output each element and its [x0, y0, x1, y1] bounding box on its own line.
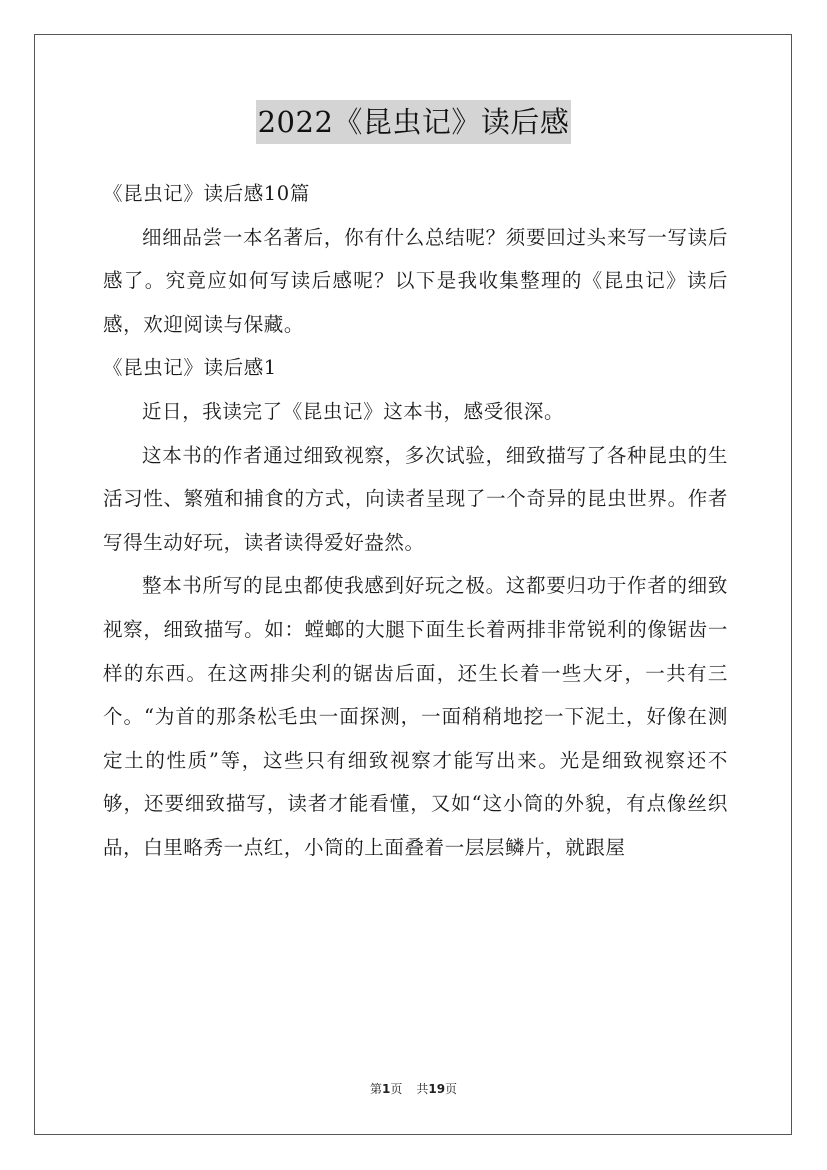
page-footer	[0, 1080, 827, 1097]
paragraph-4: 近日，我读完了《昆虫记》这本书，感受很深。	[142, 399, 565, 423]
page-number: 1	[381, 1082, 391, 1096]
page-prefix: 第	[369, 1082, 382, 1096]
paragraph-6: 整本书所写的昆虫都使我感到好玩之极。这都要归功于作者的细致视察，细致描写。如：螳螂的大腿下面生长着两排非常锐利的像锯齿一样的东西。在这两排尖利的锯齿后面，还生长着一些大牙，一共有三个。“为首的那条松毛虫一面探测，一面稍稍地挖一下泥土，好像在测定土的性质”等，这些只有细致视察才能写出来。光是细致视察还不够，还要细致描写，读者才能看懂，又如“这小筒的外貌，有点像丝织品，白里略秀一点红，小筒的上面叠着一层层鳞片，就跟屋	[103, 574, 728, 859]
total-prefix: 共	[416, 1082, 429, 1096]
total-pages: 19	[428, 1082, 446, 1096]
paragraph-1: 《昆虫记》读后感10篇	[103, 182, 310, 205]
paragraph-5: 这本书的作者通过细致视察，多次试验，细致描写了各种昆虫的生活习性、繁殖和捕食的方式，向读者呈现了一个奇异的昆虫世界。作者写得生动好玩，读者读得爱好盎然。	[103, 443, 728, 554]
total-suffix: 页	[445, 1082, 458, 1096]
document-body	[103, 172, 728, 870]
page-suffix: 页	[390, 1082, 403, 1096]
document-title: 2022《昆虫记》读后感	[256, 100, 572, 144]
paragraph-3: 《昆虫记》读后感1	[103, 356, 277, 380]
paragraph-2: 细细品尝一本名著后，你有什么总结呢？须要回过头来写一写读后感了。究竟应如何写读后感呢？以下是我收集整理的《昆虫记》读后感，欢迎阅读与保藏。	[103, 225, 728, 336]
title-container	[0, 100, 827, 144]
